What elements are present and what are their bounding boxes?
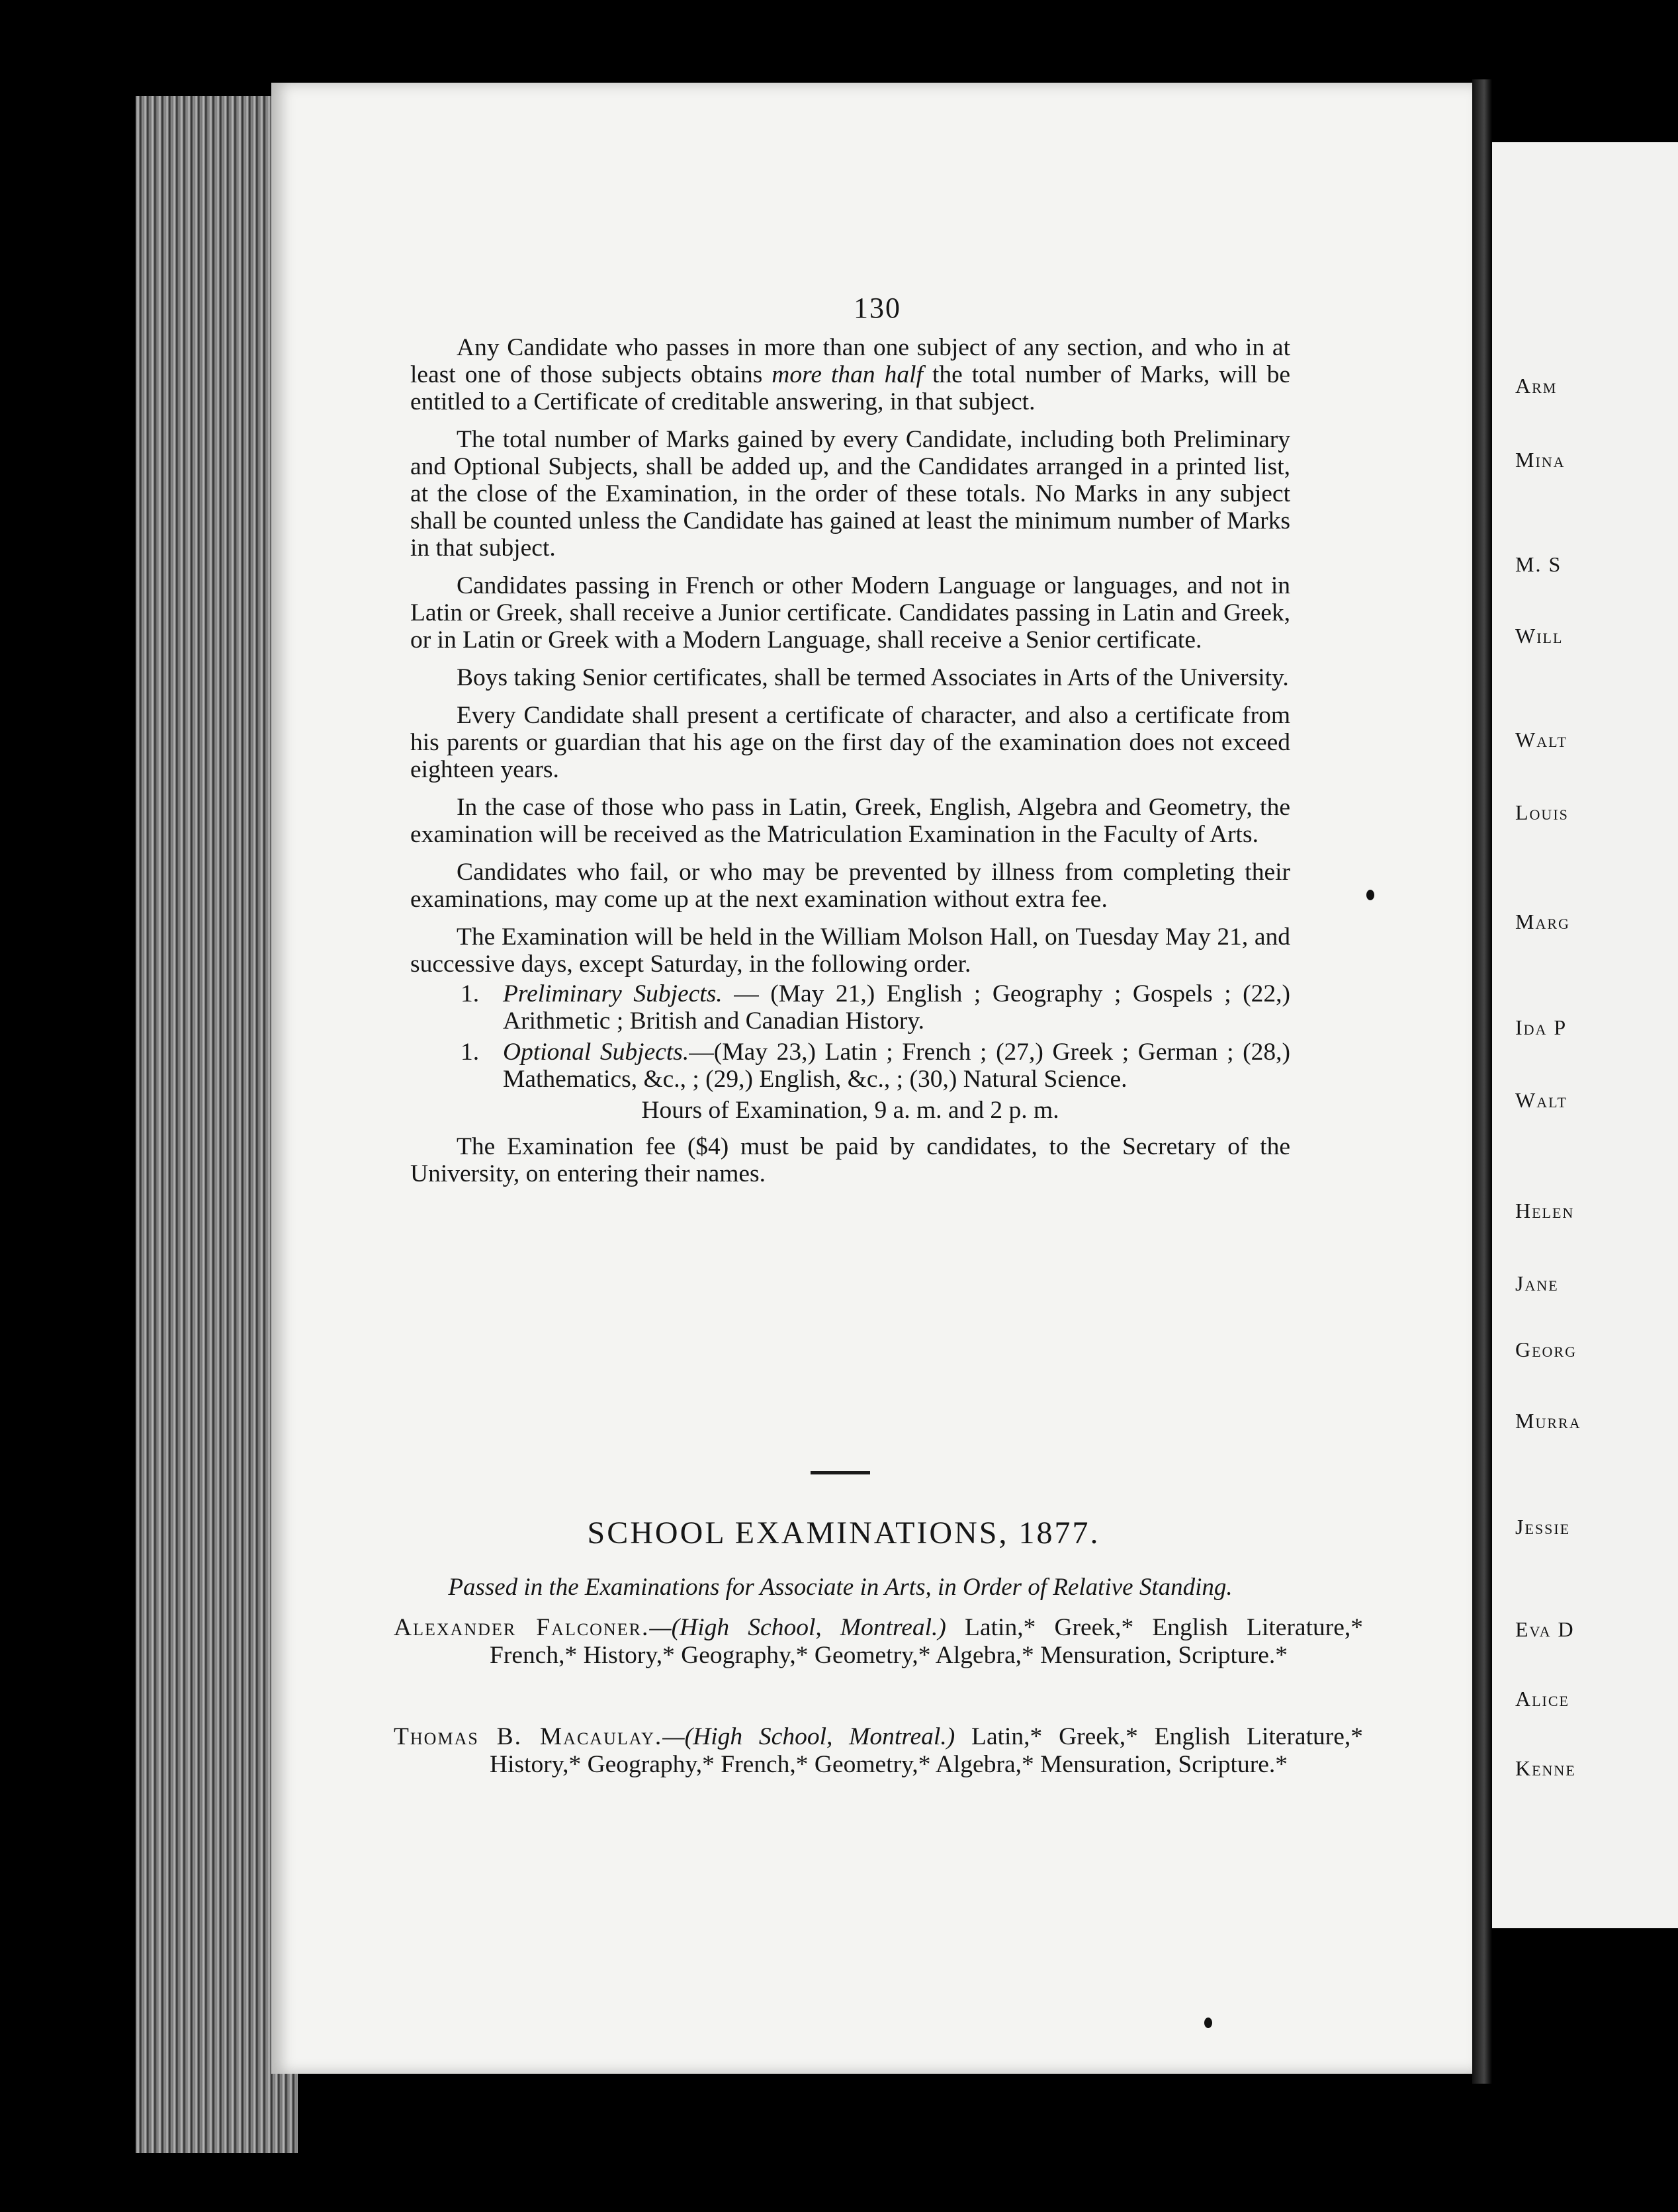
facing-name-8: Ida P bbox=[1515, 1015, 1568, 1039]
facing-name-13: Murra bbox=[1515, 1409, 1581, 1433]
paragraph-matriculation: In the case of those who pass in Latin, Greek, English, Algebra and Geometry, the examination will be received as the Matriculation Examination in the Faculty of Arts. bbox=[410, 794, 1290, 848]
facing-name-7: Marg bbox=[1515, 910, 1570, 933]
facing-name-6: Louis bbox=[1515, 800, 1569, 824]
candidate-entry bbox=[394, 1614, 1363, 1670]
facing-name-17: Kenne bbox=[1515, 1756, 1576, 1780]
candidate-name: Thomas B. Macaulay. bbox=[394, 1723, 663, 1750]
facing-name-11: Jane bbox=[1515, 1271, 1559, 1295]
section-title: SCHOOL EXAMINATIONS, 1877. bbox=[587, 1515, 1100, 1551]
ink-speck bbox=[1366, 890, 1374, 900]
paragraph-certificate-a: Any Candidate who passes in more than one subject of any section, and who in at least one of those subjects obtains bbox=[410, 334, 1290, 388]
paragraph-character: Every Candidate shall present a certificate of character, and also a certificate from his parents or guardian that his age on the first day of the examination does not exceed eighteen years. bbox=[410, 702, 1290, 783]
examination-hours: Hours of Examination, 9 a. m. and 2 p. m. bbox=[641, 1097, 1059, 1124]
facing-name-1: Arm bbox=[1515, 374, 1558, 398]
schedule-item-optional bbox=[410, 1039, 1290, 1093]
facing-name-14: Jessie bbox=[1515, 1515, 1571, 1539]
facing-name-15: Eva D bbox=[1515, 1617, 1575, 1641]
paragraph-fee: The Examination fee ($4) must be paid by candidates, to the Secretary of the University, on entering their names. bbox=[410, 1133, 1290, 1187]
emphasis-more-than-half: more than half bbox=[772, 361, 923, 388]
paragraph-certificate bbox=[410, 334, 1290, 415]
paragraph-fail: Candidates who fail, or who may be prevented by illness from completing their examinations, may come up at the next examination without extra fee. bbox=[410, 859, 1290, 913]
facing-name-4: Will bbox=[1515, 624, 1564, 648]
schedule-number: 1. bbox=[461, 980, 480, 1007]
ink-speck bbox=[1204, 2018, 1212, 2028]
facing-name-2: Mina bbox=[1515, 448, 1566, 472]
schedule-item-preliminary bbox=[410, 980, 1290, 1035]
facing-name-5: Walt bbox=[1515, 728, 1568, 751]
section-divider bbox=[811, 1471, 870, 1474]
paragraph-associates: Boys taking Senior certificates, shall be termed Associates in Arts of the University. bbox=[457, 664, 1289, 691]
body-text bbox=[410, 334, 1290, 1198]
candidate-subjects: Latin,* Greek,* English Literature,* History,* Geography,* French,* Geometry,* Algebra,* Mensuration, Scripture.* bbox=[490, 1723, 1364, 1778]
page-number: 130 bbox=[854, 292, 901, 324]
schedule-list bbox=[410, 980, 1290, 1124]
facing-name-12: Georg bbox=[1515, 1338, 1577, 1361]
paragraph-junior-senior: Candidates passing in French or other Modern Language or languages, and not in Latin or Greek, shall receive a Junior certificate. Candidates passing in Latin and Greek, or in Latin or Greek with a Modern Language, shall receive a Senior certificate. bbox=[410, 572, 1290, 654]
paragraph-certificate-b: the total number of Marks, will be entitled to a Certificate of creditable answering, in that subject. bbox=[410, 361, 1291, 415]
candidate-school: —(High School, Montreal.) bbox=[662, 1723, 955, 1750]
facing-name-16: Alice bbox=[1515, 1687, 1569, 1711]
facing-name-3: M. S bbox=[1515, 552, 1562, 576]
candidate-school: —(High School, Montreal.) bbox=[649, 1614, 946, 1641]
schedule-text: — (May 21,) English ; Geography ; Gospels ; (22,) Arithmetic ; British and Canadian History. bbox=[503, 980, 1290, 1035]
book-gutter bbox=[1472, 79, 1492, 2084]
paragraph-schedule-intro: The Examination will be held in the William Molson Hall, on Tuesday May 21, and successive days, except Saturday, in the following order. bbox=[410, 923, 1290, 978]
schedule-label: Optional Subjects. bbox=[503, 1039, 689, 1066]
schedule-label: Preliminary Subjects. bbox=[503, 980, 723, 1007]
paragraph-marks: The total number of Marks gained by every Candidate, including both Preliminary and Optional Subjects, shall be added up, and the Candidates arranged in a printed list, at the close of the Examination, in the order of these totals. No Marks in any subject shall be counted unless the Candidate has gained at least the minimum number of Marks in that subject. bbox=[410, 426, 1290, 562]
candidate-name: Alexander Falconer. bbox=[394, 1614, 650, 1641]
facing-name-9: Walt bbox=[1515, 1088, 1568, 1112]
candidate-subjects: Latin,* Greek,* English Literature,* French,* History,* Geography,* Geometry,* Algebra,* Mensuration, Scripture.* bbox=[490, 1614, 1364, 1669]
section-subtitle: Passed in the Examinations for Associate in Arts, in Order of Relative Standing. bbox=[448, 1574, 1233, 1601]
candidate-entry bbox=[394, 1723, 1363, 1779]
facing-name-10: Helen bbox=[1515, 1199, 1575, 1222]
schedule-text: —(May 23,) Latin ; French ; (27,) Greek ; German ; (28,) Mathematics, &c., ; (29,) English, &c., ; (30,) Natural Science. bbox=[503, 1039, 1290, 1093]
schedule-number: 1. bbox=[461, 1039, 480, 1066]
